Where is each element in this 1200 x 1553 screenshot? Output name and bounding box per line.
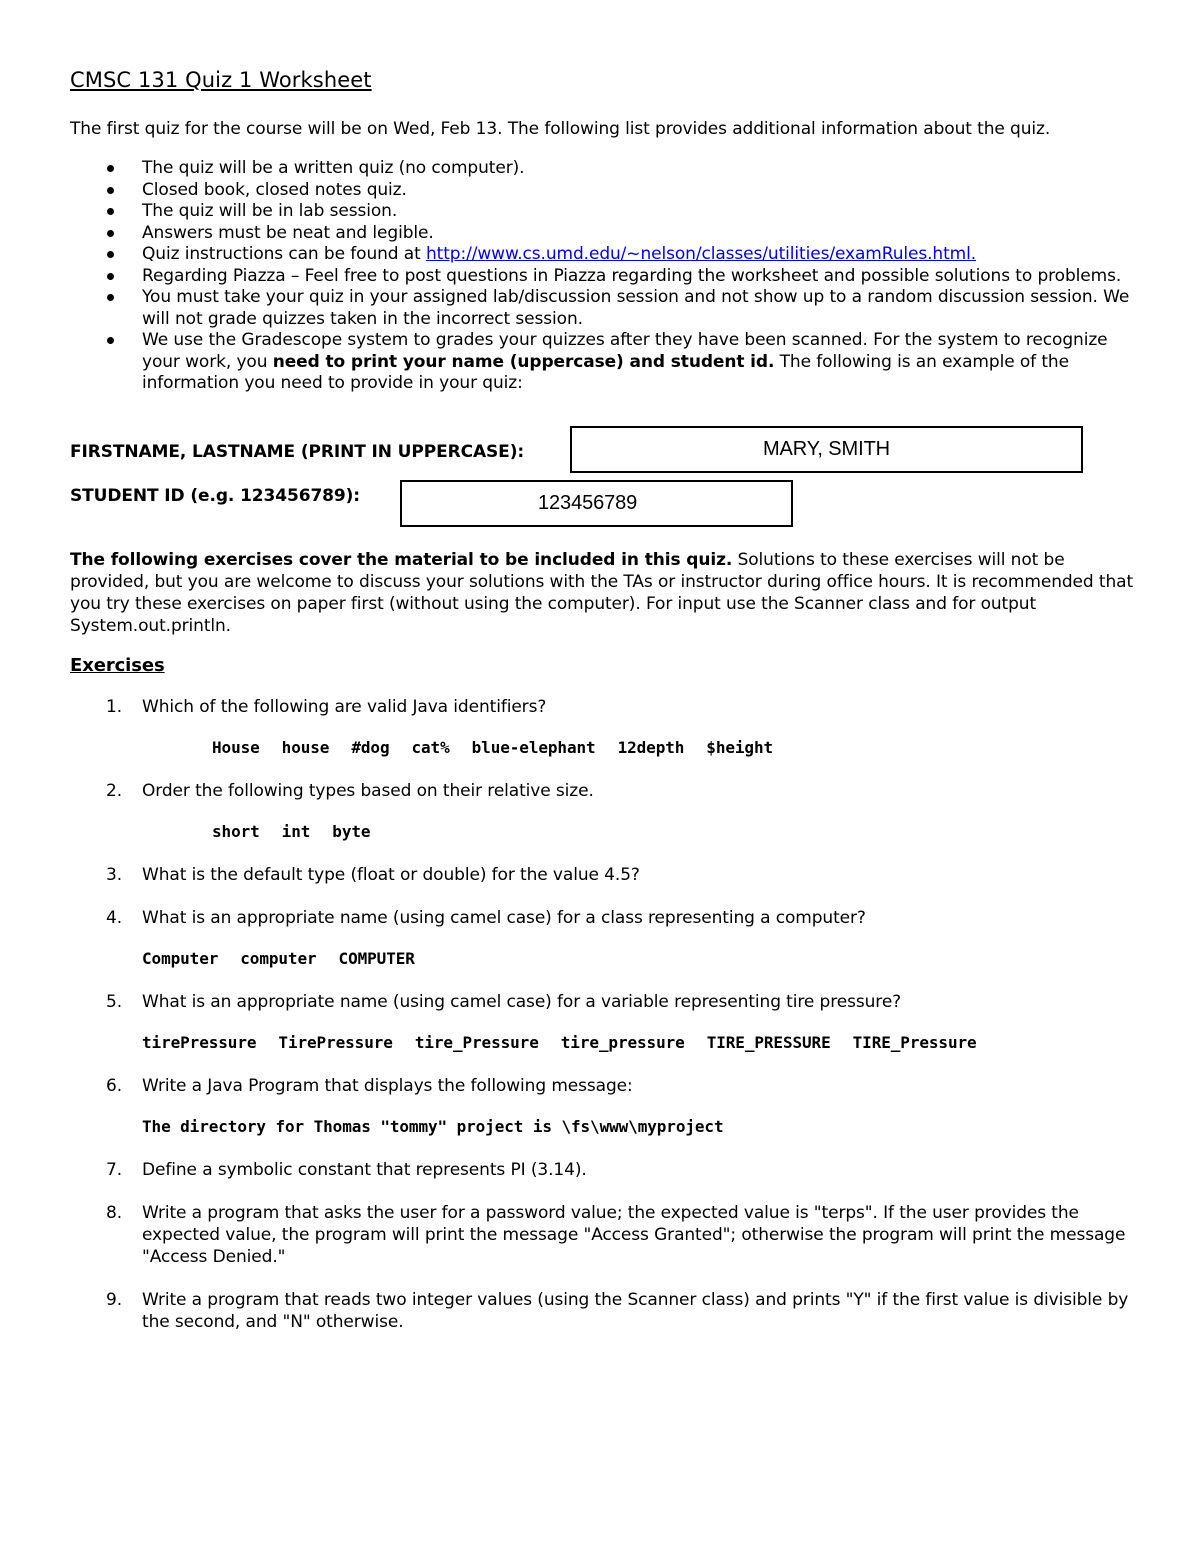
code-options (142, 737, 1135, 759)
code-token: TIRE_Pressure (852, 1033, 977, 1052)
info-list (70, 158, 1135, 395)
list-item: Closed book, closed notes quiz. (70, 180, 1135, 202)
code-line: The directory for Thomas "tommy" project is \fs\www\myproject (142, 1117, 724, 1136)
bullet-icon (107, 187, 114, 194)
list-item: You must take your quiz in your assigned lab/discussion session and not show up to a random discussion session. We will not grade quizzes taken in the incorrect session. (70, 287, 1135, 330)
student-id-field[interactable]: 123456789 (400, 480, 793, 527)
list-item: Answers must be neat and legible. (70, 223, 1135, 245)
list-item: The quiz will be in lab session. (70, 201, 1135, 223)
code-token: cat% (411, 738, 450, 757)
exam-rules-link[interactable]: http://www.cs.umd.edu/~nelson/classes/utilities/examRules.html. (425, 244, 977, 264)
code-token: int (281, 822, 311, 841)
bullet-icon (107, 230, 114, 237)
exercise-item: 9. Write a program that reads two integer values (using the Scanner class) and prints "Y" if the first value is divisible by the second, and "N" otherwise. (106, 1290, 1129, 1332)
code-options (142, 948, 1135, 970)
code-token: Computer (142, 949, 219, 968)
list-item: Quiz instructions can be found at http://www.cs.umd.edu/~nelson/classes/utilities/examRules.html. (70, 244, 1135, 266)
bullet-icon (107, 251, 114, 258)
section-title: Exercises (70, 655, 165, 676)
exercise-item: 7. Define a symbolic constant that represents PI (3.14). (106, 1160, 587, 1180)
page-title: CMSC 131 Quiz 1 Worksheet (70, 68, 372, 92)
code-token: short (212, 822, 260, 841)
list-item: The quiz will be a written quiz (no computer). (70, 158, 1135, 180)
exercise-item: 8. Write a program that asks the user for a password value; the expected value is "terps". If the user provides the expected value, the program will print the message "Access Granted"; otherwise the program will print the message "Access Denied." (106, 1203, 1126, 1267)
exercise-item: 1. Which of the following are valid Java identifiers? House house #dog cat% blue-elephant 12depth $height (70, 696, 1135, 759)
code-token: house (281, 738, 330, 757)
code-token: #dog (351, 738, 390, 757)
exercise-item: 4. What is an appropriate name (using camel case) for a class representing a computer? Computer computer COMPUTER (70, 907, 1135, 970)
code-options (142, 1032, 1135, 1054)
code-token: TirePressure (278, 1033, 393, 1052)
bullet-icon (107, 294, 114, 301)
bullet-icon (107, 208, 114, 215)
code-options (142, 821, 1135, 843)
code-token: blue-elephant (471, 738, 596, 757)
code-token: computer (240, 949, 317, 968)
code-token: tirePressure (142, 1033, 257, 1052)
bullet-icon (107, 273, 114, 280)
bullet-icon (107, 165, 114, 172)
id-field-label: STUDENT ID (e.g. 123456789): (70, 486, 360, 506)
exercise-item: 5. What is an appropriate name (using camel case) for a variable representing tire pressure? tirePressure TirePressure tire_Pressure tire_pressure TIRE_PRESSURE TIRE_Pressure (70, 991, 1135, 1054)
exercise-item: 3. What is the default type (float or double) for the value 4.5? (106, 865, 640, 885)
list-item: We use the Gradescope system to grades your quizzes after they have been scanned. For the system to recognize your work, you need to print your name (uppercase) and student id. The following is an example of the information you need to provide in your quiz: (70, 330, 1135, 395)
exercise-list (70, 696, 1135, 1354)
worksheet-page (70, 68, 1135, 1332)
list-item: Regarding Piazza – Feel free to post questions in Piazza regarding the worksheet and possible solutions to problems. (70, 266, 1135, 288)
exercise-item: 2. Order the following types based on their relative size. short int byte (70, 780, 1135, 843)
name-field-label: FIRSTNAME, LASTNAME (PRINT IN UPPERCASE): (70, 442, 525, 462)
name-field[interactable]: MARY, SMITH (570, 426, 1083, 473)
code-token: $height (706, 738, 774, 757)
code-token: 12depth (617, 738, 685, 757)
code-token: tire_pressure (560, 1033, 685, 1052)
code-token: House (212, 738, 260, 757)
code-token: tire_Pressure (414, 1033, 539, 1052)
code-token: byte (332, 822, 371, 841)
code-token: TIRE_PRESSURE (706, 1033, 831, 1052)
code-token: COMPUTER (338, 949, 415, 968)
exercise-item: 6. Write a Java Program that displays the following message: The directory for Thomas "tommy" project is \fs\www\myproject (70, 1075, 1135, 1138)
bullet-icon (107, 337, 114, 344)
intro-paragraph: The first quiz for the course will be on Wed, Feb 13. The following list provides additional information about the quiz. (70, 119, 1051, 139)
exercises-intro: The following exercises cover the material to be included in this quiz. Solutions to these exercises will not be provided, but you are welcome to discuss your solutions with the TAs or instructor during office hours. It is recommended that you try these exercises on paper first (without using the computer). For input use the Scanner class and for output System.out.println. (70, 550, 1134, 636)
